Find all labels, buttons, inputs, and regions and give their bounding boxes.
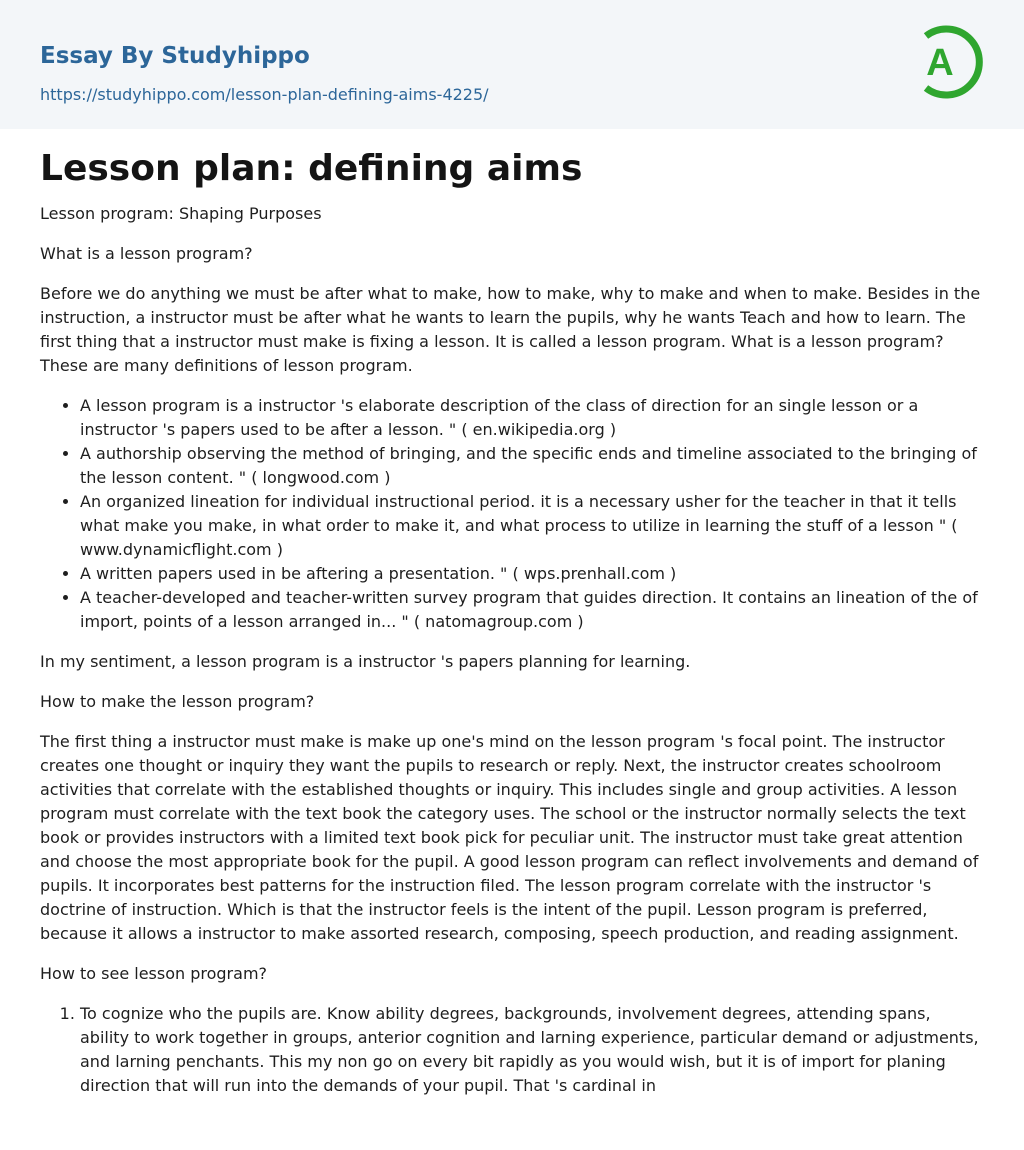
- site-title[interactable]: Essay By Studyhippo: [40, 43, 310, 69]
- site-header: [0, 0, 1024, 129]
- logo-letter: A: [926, 42, 954, 84]
- definitions-list: [40, 394, 984, 634]
- list-item: • A authorship observing the method of bringing, and the specific ends and timeline associated to the bringing of the lesson content. " ( longwood.com ): [80, 442, 984, 490]
- page-title: Lesson plan: defining aims: [40, 148, 583, 189]
- source-url-link[interactable]: https://studyhippo.com/lesson-plan-defining-aims-4225/: [40, 85, 489, 104]
- article: [0, 148, 1024, 1098]
- article-subtitle: Lesson program: Shaping Purposes: [40, 204, 322, 223]
- paragraph-intro: Before we do anything we must be after what to make, how to make, why to make and when to make. Besides in the instruction, a instructor must be after what he wants to learn the pupils, why he wants Teach and how to learn. The first thing that a instructor must make is fixing a lesson. It is called a lesson program. What is a lesson program? These are many definitions of lesson program.: [40, 284, 981, 375]
- question-how-to-make: How to make the lesson program?: [40, 692, 315, 711]
- list-item: • A lesson program is a instructor 's elaborate description of the class of direction for an single lesson or a instructor 's papers used to be after a lesson. " ( en.wikipedia.org ): [80, 394, 984, 442]
- steps-list: [40, 1002, 984, 1098]
- question-how-to-see: How to see lesson program?: [40, 964, 268, 983]
- list-item: • A written papers used in be aftering a presentation. " ( wps.prenhall.com ): [80, 562, 984, 586]
- studyhippo-logo-icon[interactable]: [914, 18, 986, 106]
- list-item: • A teacher-developed and teacher-written survey program that guides direction. It contains an lineation of the of import, points of a lesson arranged in... " ( natomagroup.com ): [80, 586, 984, 634]
- list-item: • An organized lineation for individual instructional period. it is a necessary usher for the teacher in that it tells what make you make, in what order to make it, and what process to utilize in learning the stuff of a lesson " ( www.dynamicflight.com ): [80, 490, 984, 562]
- question-what-is: What is a lesson program?: [40, 244, 253, 263]
- paragraph-opinion: In my sentiment, a lesson program is a instructor 's papers planning for learning.: [40, 652, 691, 671]
- list-item: 1. To cognize who the pupils are. Know ability degrees, backgrounds, involvement degrees, attending spans, ability to work together in groups, anterior cognition and larning experience, particular demand or adjustments, and larning penchants. This my non go on every bit rapidly as you would wish, but it is of import for planing direction that will run into the demands of your pupil. That 's cardinal in: [80, 1002, 984, 1098]
- paragraph-how-to-make: The first thing a instructor must make is make up one's mind on the lesson program 's focal point. The instructor creates one thought or inquiry they want the pupils to research or reply. Next, the instructor creates schoolroom activities that correlate with the established thoughts or inquiry. This includes single and group activities. A lesson program must correlate with the text book the category uses. The school or the instructor normally selects the text book or provides instructors with a limited text book pick for peculiar unit. The instructor must take great attention and choose the most appropriate book for the pupil. A good lesson program can reflect involvements and demand of pupils. It incorporates best patterns for the instruction filed. The lesson program correlate with the instructor 's doctrine of instruction. Which is that the instructor feels is the intent of the pupil. Lesson program is preferred, because it allows a instructor to make assorted research, composing, speech production, and reading assignment.: [40, 732, 979, 943]
